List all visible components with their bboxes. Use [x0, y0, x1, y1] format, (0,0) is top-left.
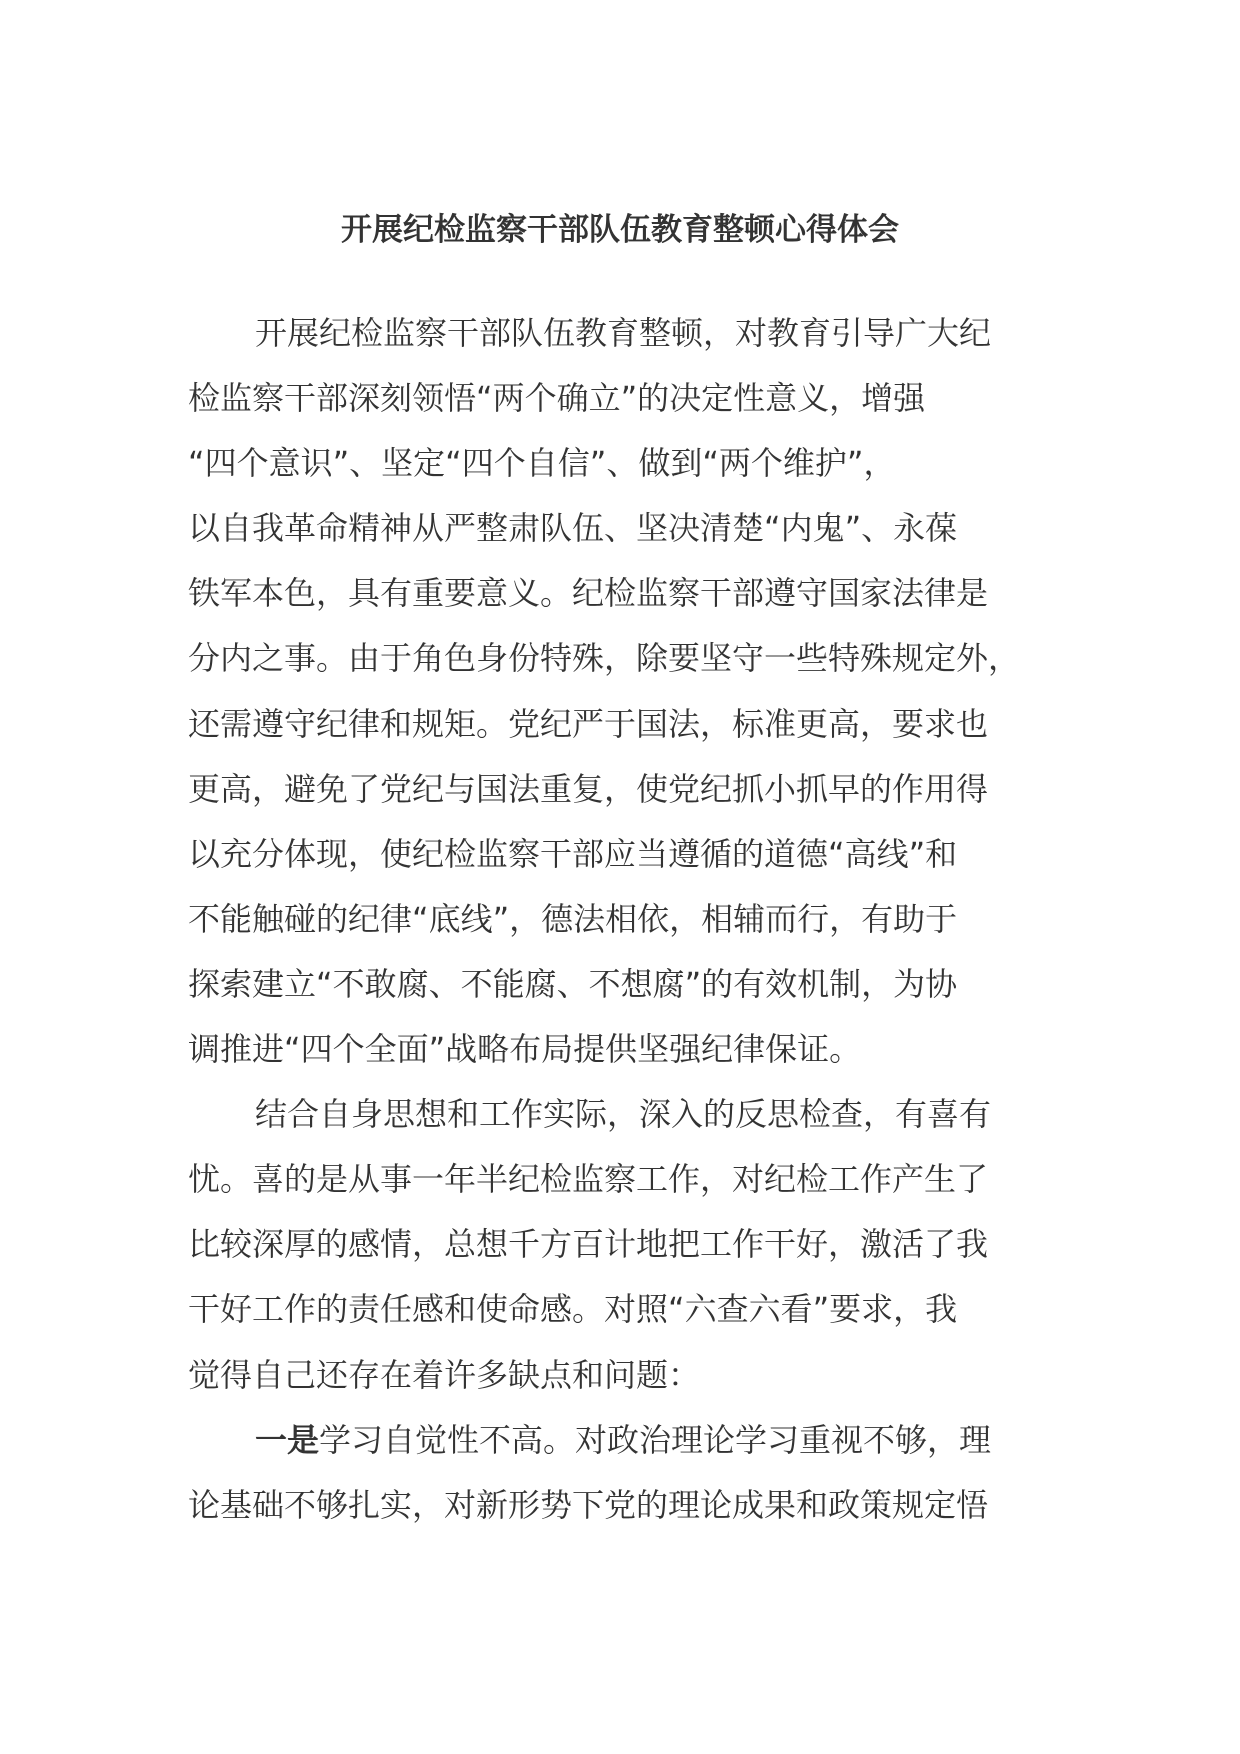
lead-emphasis: 一是 [255, 1420, 320, 1459]
text-line [188, 1147, 1068, 1212]
line-text: 结合自身思想和工作实际，深入的反思检查，有喜有 [255, 1095, 992, 1134]
document-body [188, 301, 1068, 1538]
line-text: “四个意识”、坚定“四个自信”、做到“两个维护”， [188, 444, 896, 483]
text-line [188, 1277, 1068, 1342]
text-line [188, 757, 1068, 822]
document-title: 开展纪检监察干部队伍教育整顿心得体会 [341, 212, 899, 248]
line-text: 觉得自己还存在着许多缺点和问题： [188, 1355, 701, 1394]
line-text: 比较深厚的感情，总想千方百计地把工作干好，激活了我 [188, 1225, 989, 1264]
text-line [188, 431, 1068, 496]
line-text: 不能触碰的纪律“底线”，德法相依，相辅而行，有助于 [188, 899, 958, 938]
line-text: 探索建立“不敢腐、不能腐、不想腐”的有效机制，为协 [188, 964, 958, 1003]
line-text: 以充分体现，使纪检监察干部应当遵循的道德“高线”和 [188, 834, 958, 873]
text-line [188, 692, 1068, 757]
line-text: 检监察干部深刻领悟“两个确立”的决定性意义，增强 [188, 379, 926, 418]
text-line [188, 1343, 1068, 1408]
text-line [188, 366, 1068, 431]
line-text: 分内之事。由于角色身份特殊，除要坚守一些特殊规定外， [188, 639, 1021, 678]
text-line [188, 1408, 1068, 1473]
line-text: 调推进“四个全面”战略布局提供坚强纪律保证。 [188, 1030, 862, 1069]
text-line [188, 626, 1068, 691]
line-text: 还需遵守纪律和规矩。党纪严于国法，标准更高，要求也 [188, 704, 989, 743]
text-line [188, 1082, 1068, 1147]
line-text: 更高，避免了党纪与国法重复，使党纪抓小抓早的作用得 [188, 769, 989, 808]
text-line [188, 1017, 1068, 1082]
text-line [188, 496, 1068, 561]
text-line [188, 1473, 1068, 1538]
line-text: 铁军本色，具有重要意义。纪检监察干部遵守国家法律是 [188, 574, 989, 613]
text-line [188, 887, 1068, 952]
text-line [188, 561, 1068, 626]
line-text: 开展纪检监察干部队伍教育整顿，对教育引导广大纪 [255, 314, 992, 352]
line-text: 忧。喜的是从事一年半纪检监察工作，对纪检工作产生了 [188, 1160, 989, 1199]
text-line [188, 1212, 1068, 1277]
text-line [188, 301, 1068, 366]
line-text: 以自我革命精神从严整肃队伍、坚决清楚“内鬼”、永葆 [188, 509, 958, 548]
line-text: 论基础不够扎实，对新形势下党的理论成果和政策规定悟 [188, 1485, 989, 1524]
line-text: 学习自觉性不高。对政治理论学习重视不够，理 [319, 1420, 992, 1459]
text-line [188, 822, 1068, 887]
line-text: 干好工作的责任感和使命感。对照“六查六看”要求，我 [188, 1290, 958, 1329]
text-line [188, 952, 1068, 1017]
